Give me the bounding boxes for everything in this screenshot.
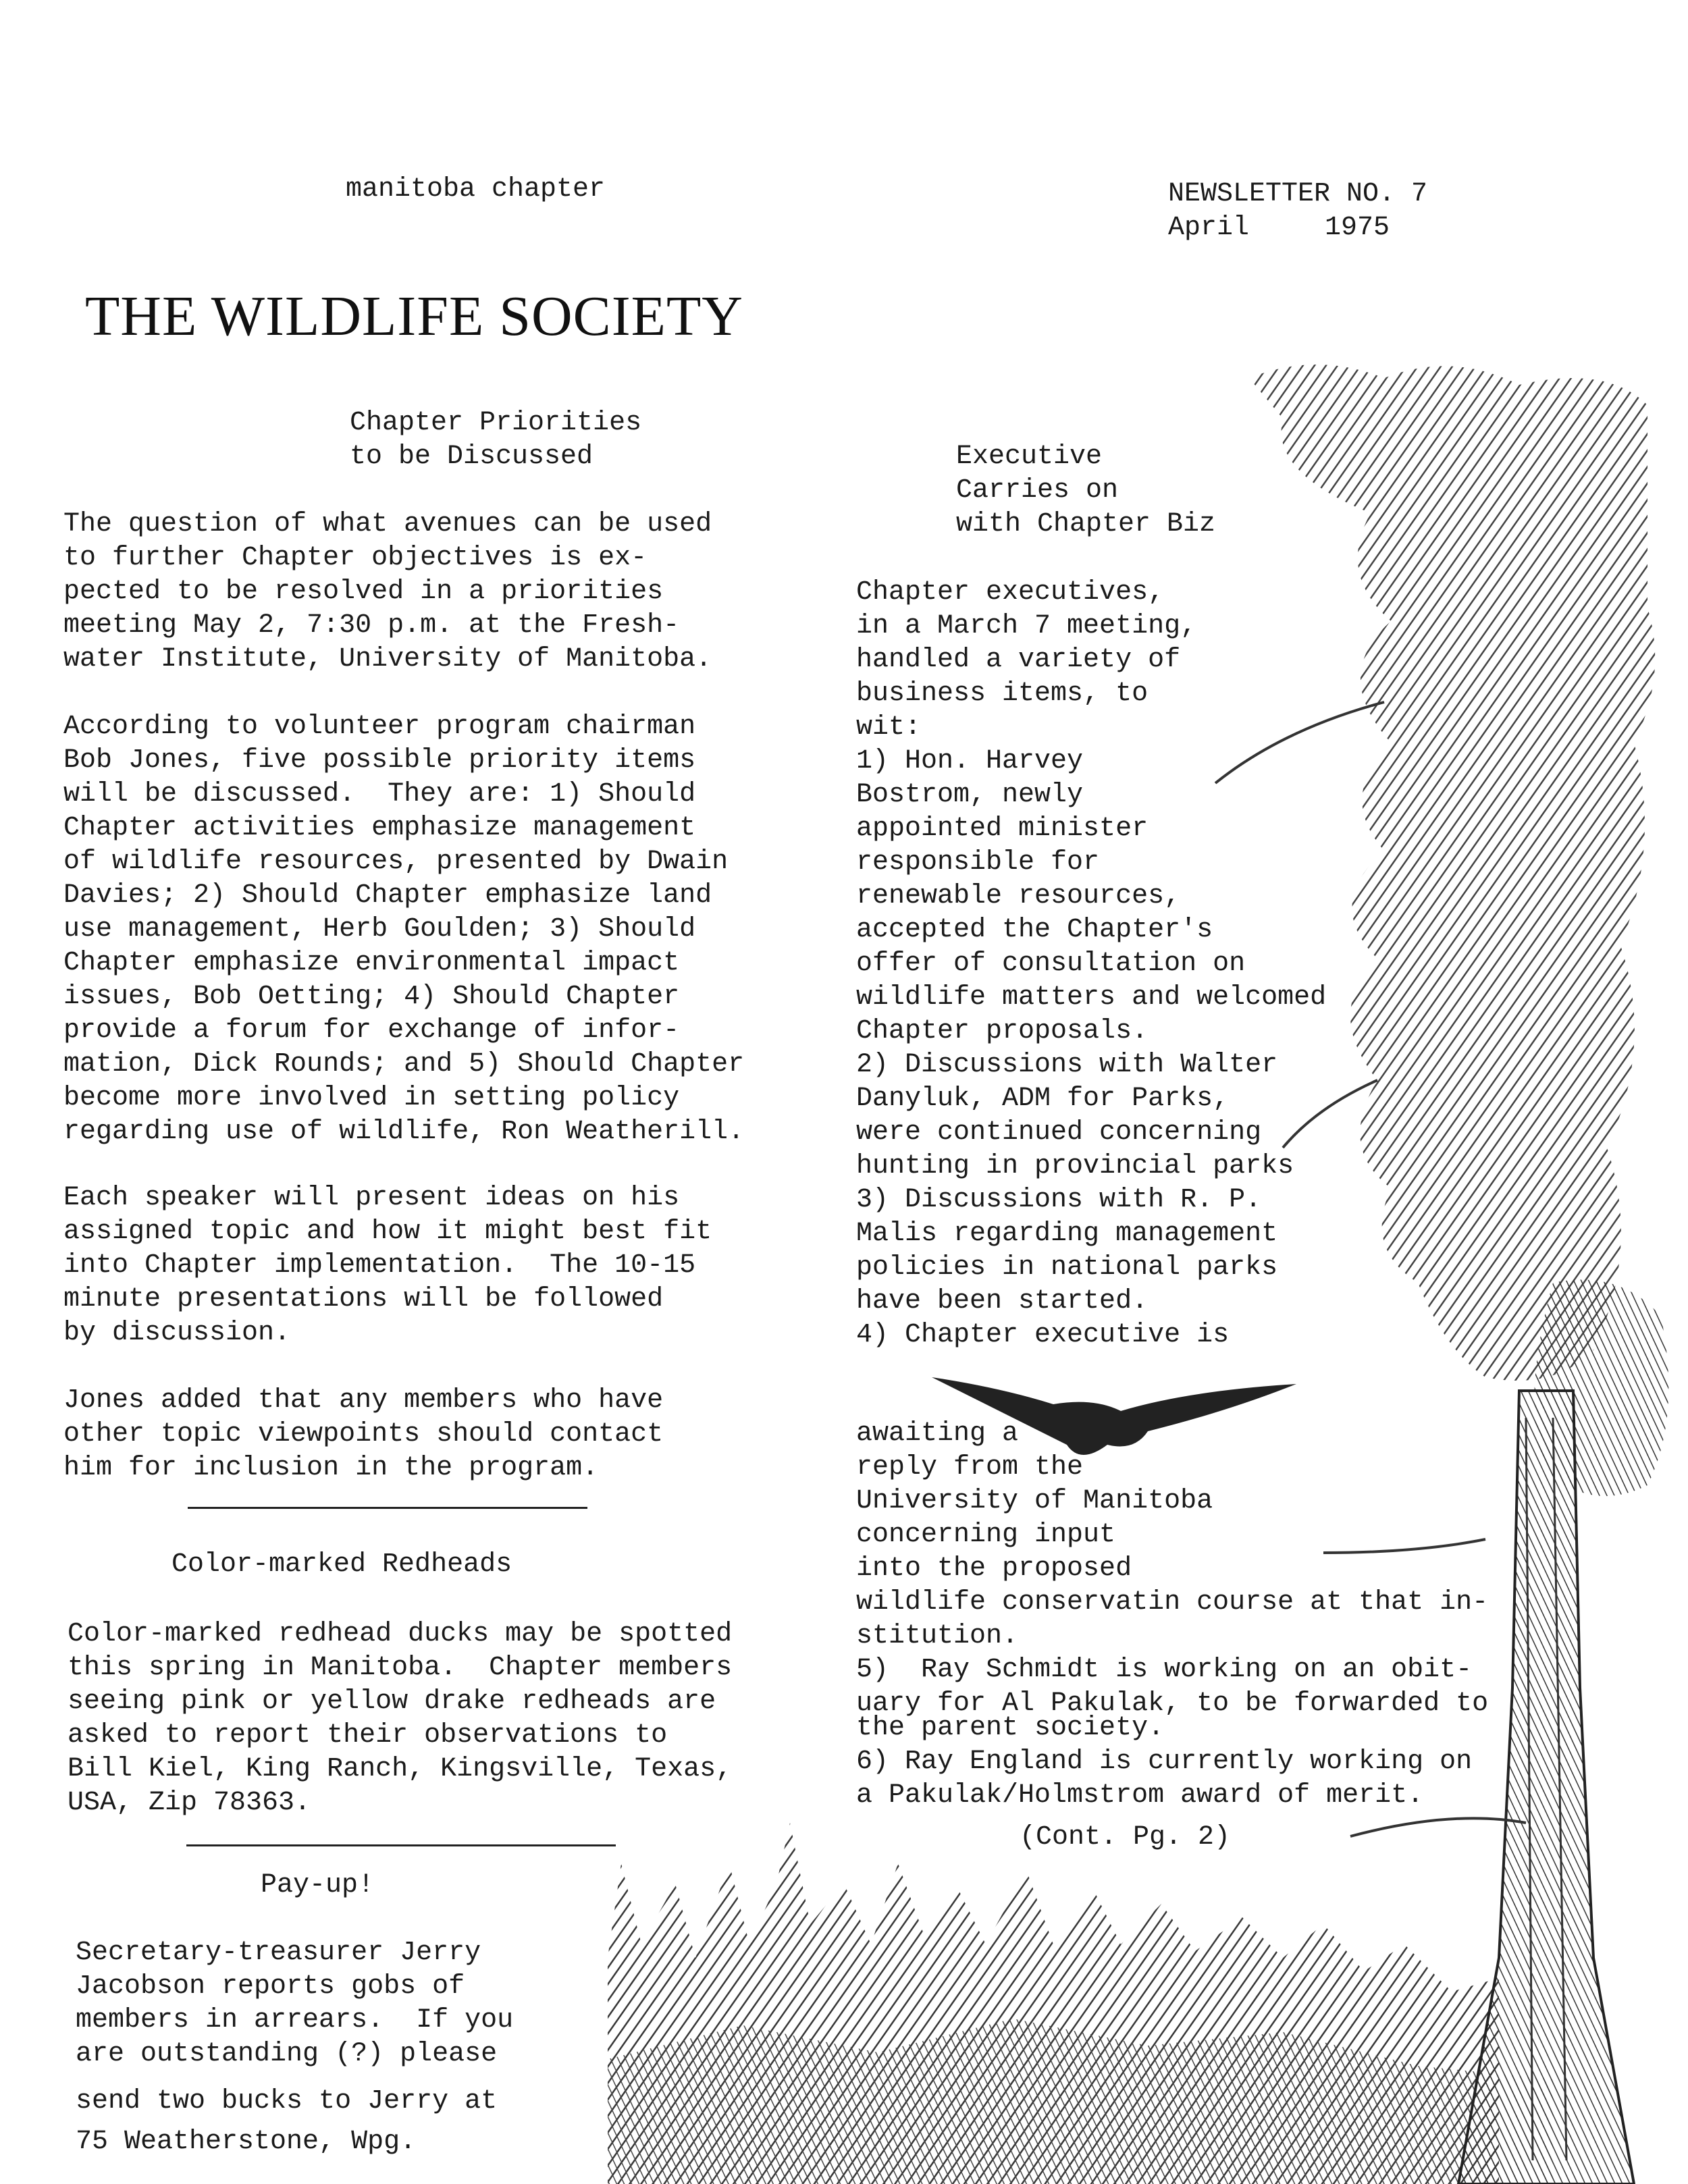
- text-line: handled a variety of: [856, 645, 1181, 675]
- text-line: the parent society.: [856, 1713, 1165, 1743]
- issue-year: 1975: [1325, 213, 1390, 243]
- text-line: 4) Chapter executive is: [856, 1320, 1230, 1350]
- text-line: stitution.: [856, 1621, 1019, 1651]
- text-line: wildlife conservatin course at that in-: [856, 1587, 1489, 1618]
- issue-month: April: [1168, 213, 1250, 243]
- text-line: Bostrom, newly: [856, 780, 1084, 810]
- priorities-paragraph-2: [63, 710, 744, 1149]
- priorities-paragraph-1: [63, 508, 712, 676]
- text-line: hunting in provincial parks: [856, 1151, 1294, 1181]
- forest-silhouette: [608, 1823, 1553, 2184]
- chapter-label: manitoba chapter: [346, 174, 606, 205]
- text-line: mation, Dick Rounds; and 5) Should Chapter: [63, 1049, 745, 1080]
- text-line: concerning input: [856, 1520, 1116, 1550]
- text-line: seeing pink or yellow drake redheads are: [68, 1686, 716, 1717]
- text-line: provide a forum for exchange of infor-: [63, 1015, 680, 1046]
- text-line: 6) Ray England is currently working on: [856, 1747, 1473, 1777]
- text-line: meeting May 2, 7:30 p.m. at the Fresh-: [63, 610, 680, 641]
- executive-headline: [956, 440, 1215, 541]
- section-divider: [186, 1844, 616, 1846]
- executive-items-upper: [856, 576, 1326, 1352]
- text-line: were continued concerning: [856, 1117, 1262, 1148]
- headline-line: to be Discussed: [350, 442, 594, 472]
- text-line: Danyluk, ADM for Parks,: [856, 1084, 1230, 1114]
- text-line: by discussion.: [63, 1318, 291, 1348]
- text-line: Malis regarding management: [856, 1219, 1278, 1249]
- text-line: wildlife matters and welcomed: [856, 982, 1327, 1013]
- text-line: Bob Jones, five possible priority items: [63, 745, 696, 776]
- text-line: Secretary-treasurer Jerry: [76, 1938, 481, 1968]
- headline-line: Carries on: [956, 475, 1119, 506]
- text-line: a Pakulak/Holmstrom award of merit.: [856, 1780, 1424, 1811]
- text-line: regarding use of wildlife, Ron Weatherill.: [63, 1117, 745, 1147]
- text-line: asked to report their observations to: [68, 1720, 668, 1751]
- text-line: assigned topic and how it might best fit: [63, 1217, 712, 1247]
- text-line: reply from the: [856, 1452, 1084, 1483]
- section-divider: [188, 1507, 587, 1509]
- text-line: uary for Al Pakulak, to be forwarded to: [856, 1688, 1489, 1719]
- text-line: 2) Discussions with Walter: [856, 1050, 1278, 1080]
- text-line: 5) Ray Schmidt is working on an obit-: [856, 1655, 1473, 1685]
- text-line: Chapter proposals.: [856, 1016, 1149, 1046]
- text-line: appointed minister: [856, 814, 1149, 844]
- text-line: Each speaker will present ideas on his: [63, 1183, 680, 1213]
- text-line: him for inclusion in the program.: [63, 1453, 599, 1483]
- text-line: Jacobson reports gobs of: [76, 1971, 465, 2002]
- text-line: The question of what avenues can be used: [63, 509, 712, 539]
- text-line: will be discussed. They are: 1) Should: [63, 779, 696, 809]
- text-line: Color-marked redhead ducks may be spotted: [68, 1619, 733, 1649]
- redheads-paragraph: [68, 1618, 732, 1820]
- text-line: accepted the Chapter's: [856, 915, 1213, 945]
- priorities-paragraph-3: [63, 1181, 712, 1350]
- text-line: send two bucks to Jerry at: [76, 2086, 498, 2116]
- text-line: water Institute, University of Manitoba.: [63, 644, 712, 674]
- text-line: this spring in Manitoba. Chapter members: [68, 1653, 733, 1683]
- headline-line: with Chapter Biz: [956, 509, 1216, 539]
- text-line: offer of consultation on: [856, 949, 1246, 979]
- text-line: in a March 7 meeting,: [856, 611, 1197, 641]
- text-line: business items, to: [856, 678, 1149, 709]
- text-line: University of Manitoba: [856, 1486, 1213, 1516]
- text-line: USA, Zip 78363.: [68, 1788, 311, 1818]
- text-line: responsible for: [856, 847, 1100, 878]
- priorities-paragraph-4: [63, 1384, 663, 1485]
- headline-line: Executive: [956, 442, 1103, 472]
- text-line: Chapter executives,: [856, 577, 1165, 608]
- text-line: 75 Weatherstone, Wpg.: [76, 2127, 417, 2157]
- text-line: into the proposed: [856, 1553, 1132, 1584]
- text-line: have been started.: [856, 1286, 1149, 1316]
- payup-paragraph: [76, 1936, 513, 2159]
- text-line: Davies; 2) Should Chapter emphasize land: [63, 880, 712, 911]
- text-line: According to volunteer program chairman: [63, 712, 696, 742]
- text-line: minute presentations will be followed: [63, 1284, 664, 1314]
- text-line: Chapter emphasize environmental impact: [63, 948, 680, 978]
- masthead-title: THE WILDLIFE SOCIETY: [85, 285, 743, 348]
- priorities-headline: [350, 406, 641, 474]
- text-line: renewable resources,: [856, 881, 1181, 911]
- text-line: Bill Kiel, King Ranch, Kingsville, Texas,: [68, 1754, 733, 1784]
- text-line: Jones added that any members who have: [63, 1385, 664, 1416]
- text-line: of wildlife resources, presented by Dwain: [63, 847, 729, 877]
- text-line: Chapter activities emphasize management: [63, 813, 696, 843]
- text-line: issues, Bob Oetting; 4) Should Chapter: [63, 982, 680, 1012]
- text-line: become more involved in setting policy: [63, 1083, 680, 1113]
- text-line: 1) Hon. Harvey: [856, 746, 1084, 776]
- text-line: wit:: [856, 712, 922, 743]
- text-line: 3) Discussions with R. P.: [856, 1185, 1262, 1215]
- executive-items-lower: [856, 1417, 1488, 1813]
- text-line: policies in national parks: [856, 1252, 1278, 1283]
- text-line: awaiting a: [856, 1418, 1019, 1449]
- continued-note: (Cont. Pg. 2): [1020, 1822, 1231, 1853]
- text-line: are outstanding (?) please: [76, 2039, 498, 2069]
- redheads-headline: Color-marked Redheads: [172, 1549, 512, 1580]
- text-line: into Chapter implementation. The 10-15: [63, 1250, 696, 1281]
- text-line: other topic viewpoints should contact: [63, 1419, 664, 1449]
- text-line: pected to be resolved in a priorities: [63, 577, 664, 607]
- text-line: use management, Herb Goulden; 3) Should: [63, 914, 696, 944]
- text-line: members in arrears. If you: [76, 2005, 514, 2035]
- text-line: to further Chapter objectives is ex-: [63, 543, 648, 573]
- payup-headline: Pay-up!: [261, 1870, 375, 1900]
- newsletter-number: NEWSLETTER NO. 7: [1168, 179, 1428, 209]
- headline-line: Chapter Priorities: [350, 408, 642, 438]
